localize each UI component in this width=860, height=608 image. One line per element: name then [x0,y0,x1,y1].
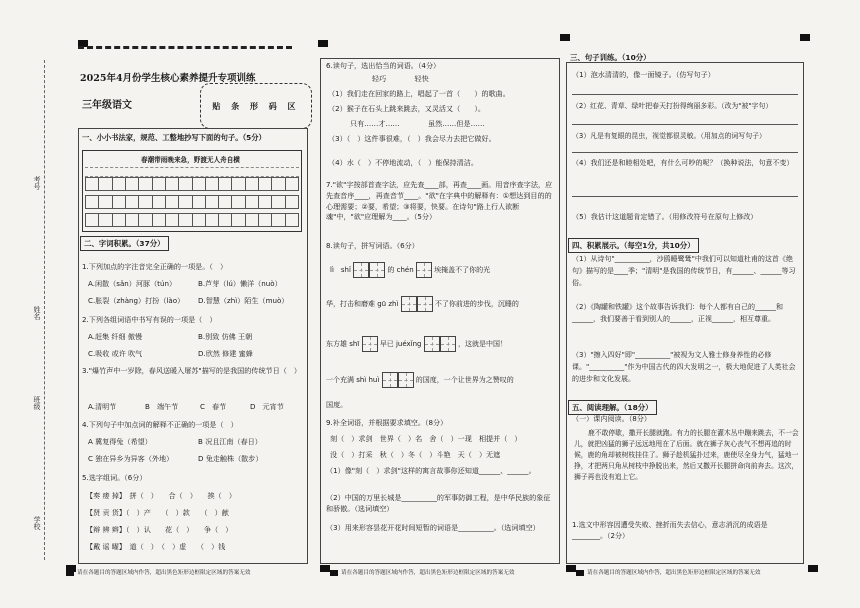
q1-option-b: B.芦芽（lú）懒洋（nuò） [198,279,282,288]
q8-text: 不了你前进的步伐，沉睡的 [434,300,519,308]
reading-passage: 鹿不敢停歇，撒开长腿就跑。有力的长腿在灌木丛中蹦来跳去，不一会儿，就把凶猛的狮子远远地甩在了后面。就在狮子灰心丧气不想再追的时候，鹿的角却被树枝挂住了。狮子趁机猛扑过来，鹿使尽全身力气，猛地一挣，才把两只角从树枝中挣脱出来，然后又撒开长腿拼命向前奔去。这次，狮子再也没有追上它。 [574,429,799,481]
q4-option-b: B 况且江南（春日） [198,437,262,446]
q8-line-4 [326,372,514,388]
grid-row[interactable] [85,177,299,191]
q8-pinyin: 早已 juéxǐng [379,340,422,348]
q6-item-4: （4）水（ ）不停地流动，（ ）能保持清洁。 [328,158,478,167]
q8-line-3 [326,336,507,352]
section1-title: 一、小小书法家，规范、工整地抄写下面的句子。（5分） [82,133,266,142]
answer-line[interactable] [572,124,798,125]
s4-item-1: （1）从诗句"__________，沙鸥睡鹭鸶"中我们可以知道杜甫的这首《绝句》描写的是____季；"清明"是我国的传统节日，有______、______等习俗。 [572,255,796,287]
answer-box[interactable] [362,336,378,352]
q8-line-2 [326,296,519,312]
q3-option-a: A.清明节 [88,402,117,411]
q6-item-3: （3）（ ）这件事很难，（ ）我会尽力去把它做好。 [328,134,496,143]
answer-box[interactable] [401,296,417,312]
answer-box[interactable] [417,296,433,312]
q4-option-d: D 兔走触株（散步） [198,454,263,463]
answer-box[interactable] [382,372,398,388]
answer-box[interactable] [416,262,432,278]
registration-mark [320,565,330,572]
section5-title: 五、阅读理解。（18分） [568,400,657,415]
q8-text: 的国度，一个让世界为之赞叹的 [415,376,514,384]
answer-box[interactable] [353,262,369,278]
q8-pinyin: 一个充满 shì huì [326,376,380,384]
s3-item-2: （2）红花、青草、绿叶把春天打扮得绚丽多彩。（改为"被"字句） [572,102,773,110]
q3-option-d: D 元宵节 [250,402,284,411]
q1-option-a: A.闲散（sǎn）河豚（tún） [88,279,177,288]
section2-title: 二、字词积累。（37分） [80,236,169,251]
side-label-banji: 班级 [33,396,41,410]
grid-row[interactable] [85,195,299,209]
q8-line-1 [330,262,490,278]
q2-option-b: B.别致 仿佛 王朝 [198,332,253,341]
q3-option-b: B 端午节 [145,402,179,411]
q7-stem: 7."欲"字按部首查字法，应先查____部，再查____画。用音序查字法，应先查音序____，再查音节____。"欲"在字典中的解释有：①想达到目的的心理需要；②要，希望；③将要，快要。在诗句"路上行人欲断魂"中，"欲"应理解为____。（5分） [326,180,553,222]
footer-note [66,568,250,576]
q2-option-a: A.赶集 纤细 傲慢 [88,332,143,341]
q6-item-1: （1）我们走在回家的路上，唱起了一首（ ）的歌曲。 [328,89,510,98]
q6-word-choices: 轻巧 轻快 [372,74,429,83]
answer-line[interactable] [572,196,798,197]
s3-item-1: （1）泡水清清的，像一面镜子。（仿写句子） [572,70,715,79]
q1-option-d: D.智慧（zhì）陌生（muò） [198,296,289,305]
q6-item-2: （2）猴子在石头上跳来跳去，又灵活又（ ）。 [328,104,486,113]
writing-grid [82,150,302,232]
q9-item-3: （3）用来形容昙花开花时间短暂的词语是__________。（选词填空） [326,523,540,532]
s3-item-3: （3）凡是有复眼的昆虫，视觉都很灵敏。（用加点的词写句子） [572,132,766,140]
q9-stem: 9.补全词语，并根据要求填空。（8分） [326,418,448,427]
q1-option-c: C.胀裂（zhàng）打扮（lào） [88,296,185,305]
q5-stem: 5.选字组词。（6分） [82,473,147,482]
registration-mark [318,40,328,47]
q6-conjunctions: 只有……才…… 虽然……但是…… [350,119,485,128]
s3-item-4: （4）我们还是和睦相处吧，有什么可吵的呢？（换种说法，句意不变） [572,159,794,167]
q5-row: 【贤 贡 货】（ ）产 （ ）款 （ ）献 [86,508,229,517]
side-label-xuexiao: 学校 [33,516,41,530]
side-label-kaohao: 考号 [33,176,41,190]
q2-option-d: D.欣然 修建 蜜蜂 [198,349,253,358]
s4-item-2: （2）《陶罐和铁罐》这个故事告诉我们：每个人都有自己的______和______，我们要善于看到别人的______，正视______，相互尊重。 [572,303,783,323]
q8-end: 国度。 [326,400,348,409]
q9-row-2: 没（ ）打采 秋（ ）冬（ ）斗艳 天（ ）无遮 [330,450,501,459]
registration-mark [808,565,818,572]
q4-stem: 4.下列句子中加点词的解释不正确的一项是（ ） [82,420,238,429]
grid-row[interactable] [85,213,299,227]
q4-option-c: C 独在异乡为异客（外地） [88,454,174,463]
barcode-area: 贴 条 形 码 区 [200,83,312,129]
q8-text: 埃掩盖不了你的光 [434,266,491,274]
subject-title: 三年级语文 [82,100,132,111]
answer-box[interactable] [440,336,456,352]
dashed-rule [78,46,292,49]
exam-title: 2025年4月份学生核心素养提升专项训练 [80,73,256,84]
q8-pinyin: lì shǐ [330,266,351,274]
s3-item-5: （5）我估计这道题肯定错了。（用修改符号在原句上修改） [572,212,758,221]
q8-pinyin: 华，打击和磨难 gū zhì [326,300,399,308]
q2-stem: 2.下列各组词语中书写有误的一项是（ ） [82,315,217,324]
pinyin-line [85,167,299,177]
registration-mark [800,34,810,41]
q2-option-c: C.吸收 或许 吹气 [88,349,143,358]
copy-sentence: 春潮带雨晚来急，野渡无人舟自横 [141,156,240,164]
section3-title: 三、句子训练。（10分） [570,53,651,62]
footer-note [330,568,514,576]
q9-row-1: 刻（ ）求剑 世界（ ）名 舍（ ）一现 相提并（ ） [330,434,522,443]
registration-mark [566,565,576,572]
q3-stem: 3."爆竹声中一岁除，春风送暖入屠苏"描写的是我国的传统节日（ ） [82,366,302,375]
answer-box[interactable] [424,336,440,352]
answer-box[interactable] [398,372,414,388]
q5-row: 【奏 痿 掉】 拼（ ） 合（ ） 挨（ ） [86,491,236,500]
s5-subtitle: （一）课内阅读。（8分） [572,414,651,423]
footer-text: 请在各题目的答题区域内作答，超出黑色矩形边框限定区域的答案无效 [341,570,515,576]
q8-pinyin: 东方雄 shī [326,340,360,348]
binding-line [44,60,45,560]
answer-box[interactable] [369,262,385,278]
footer-note [576,568,760,576]
q8-pinyin: 的 chén [387,266,414,274]
q8-stem: 8.读句子，拼写词语。（6分） [326,241,419,250]
footer-text: 请在各题目的答题区域内作答，超出黑色矩形边框限定区域的答案无效 [77,570,251,576]
registration-mark [560,34,570,41]
section4-title: 四、积累展示。（每空1分，共10分） [568,238,699,253]
q5-row: 【戴 谣 曜】 道（ ） （ ）虚 （ ）钱 [86,542,226,551]
q4-option-a: A 冀复得兔（希望） [88,437,152,446]
answer-line[interactable] [572,94,798,95]
footer-text: 请在各题目的答题区域内作答，超出黑色矩形边框限定区域的答案无效 [587,570,761,576]
q1-stem: 1.下列加点的字注音完全正确的一项是。（ ） [82,262,228,271]
side-label-xingming: 姓名 [33,306,41,320]
q3-option-c: C 春节 [200,402,227,411]
q8-text: ，这就是中国！ [457,340,507,348]
s5-question-1: 1.选文中形容因遭受失败、挫折而失去信心，意志消沉的成语是________。（2分） [572,521,768,541]
q9-item-2: （2）中国的万里长城是__________的军事防御工程，是中华民族的象征和骄傲。（选词填空） [326,493,551,514]
answer-line[interactable] [572,152,798,153]
q9-item-1: （1）像"刻（ ）求剑"这样的寓言故事你还知道______、______。 [326,466,536,475]
q6-stem: 6.读句子，选出恰当的词语。（4分） [326,61,441,70]
q5-row: 【辩 辨 辫】（ ）认 花（ ） 争（ ） [86,525,233,534]
s4-item-3: （3）"擦入四好"即"__________"被视为文人雅士修身养性的必修课。"__________"作为中国古代的四大发明之一，极大地促进了人类社会的进步和文化发展。 [572,351,796,383]
